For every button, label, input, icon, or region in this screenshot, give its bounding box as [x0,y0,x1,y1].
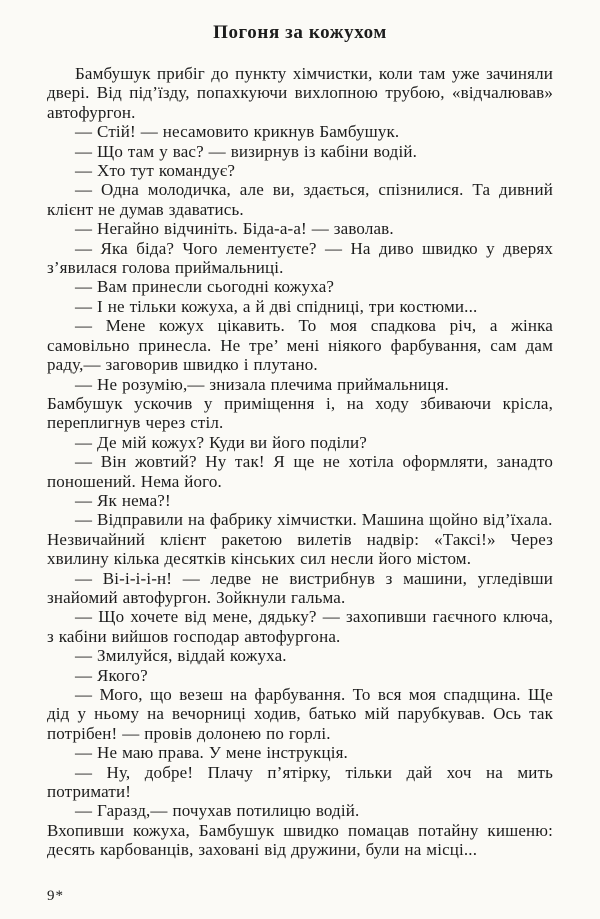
paragraph: — Що хочете від мене, дядьку? — захопивши гаєчного ключа, з кабіни вийшов господар автофургона. [47,607,553,646]
paragraph: Бамбушук прибіг до пункту хімчистки, коли там уже зачиняли двері. Від під’їзду, попахкуючи вихлопною трубою, «відчалював» автофургон. [47,64,553,122]
paragraph: — Відправили на фабрику хімчистки. Машина щойно від’їхала. [75,510,553,530]
story-body [47,64,553,860]
paragraph: — Мене кожух цікавить. То моя спадкова річ, а жінка самовільно принесла. Не тре’ мені ніякого фарбування, сам дам раду,— заговорив швидко і плутано. [47,316,553,375]
paragraph: Вхопивши кожуха, Бамбушук швидко помацав потайну кишеню: десять карбованців, заховані від дружини, були на місці... [47,820,553,860]
paragraph: — Хто тут командує? [75,161,236,181]
signature-mark: 9* [47,888,64,904]
page-title: Погоня за кожухом [213,22,387,43]
paragraph: — Що там у вас? — визирнув із кабіни водій. [75,141,417,161]
paragraph: — Мого, що везеш на фарбування. То вся моя спадщина. Ще дід у ньому на вечорниці ходив, батько мій парубкував. Ось так потрібен! — провів долонею по горлі. [47,685,553,743]
paragraph: — І не тільки кожуха, а й дві спідниці, три костюми... [75,296,478,316]
paragraph: — Змилуйся, віддай кожуха. [75,646,287,666]
paragraph: — Гаразд,— почухав потилицю водій. [75,801,360,821]
paragraph: — Ну, добре! Плачу п’ятірку, тільки дай хоч на мить потримати! [47,762,553,802]
paragraph: — Негайно відчиніть. Біда-а-а! — заволав. [75,219,394,239]
paragraph: — Яка біда? Чого лементуєте? — На диво швидко у дверях з’явилася голова приймальниці. [47,238,553,278]
paragraph: — Як нема?! [75,490,171,510]
paragraph: — Ві-і-і-і-н! — ледве не вистрибнув з машини, угледівши знайомий автофургон. Зойкнули гальма. [47,568,553,607]
paragraph: Незвичайний клієнт ракетою вилетів надвір: «Таксі!» Через хвилину кілька десятків кінських сил несли його містом. [47,529,553,569]
paragraph: — Не маю права. У мене інструкція. [75,743,348,763]
paragraph: — Вам принесли сьогодні кожуха? [75,277,335,297]
paragraph: — Стій! — несамовито крикнув Бамбушук. [75,122,400,142]
paragraph: — Де мій кожух? Куди ви його поділи? [75,432,367,452]
paragraph: — Він жовтий? Ну так! Я ще не хотіла оформляти, занадто поношений. Нема його. [47,452,553,491]
paragraph: — Якого? [75,665,148,685]
paragraph: — Не розумію,— знизала плечима приймальниця. [75,374,449,394]
paragraph: Бамбушук ускочив у приміщення і, на ходу збиваючи крісла, переплигнув через стіл. [47,393,553,433]
paragraph: — Одна молодичка, але ви, здається, спізнилися. Та дивний клієнт не думав здаватись. [47,180,553,219]
